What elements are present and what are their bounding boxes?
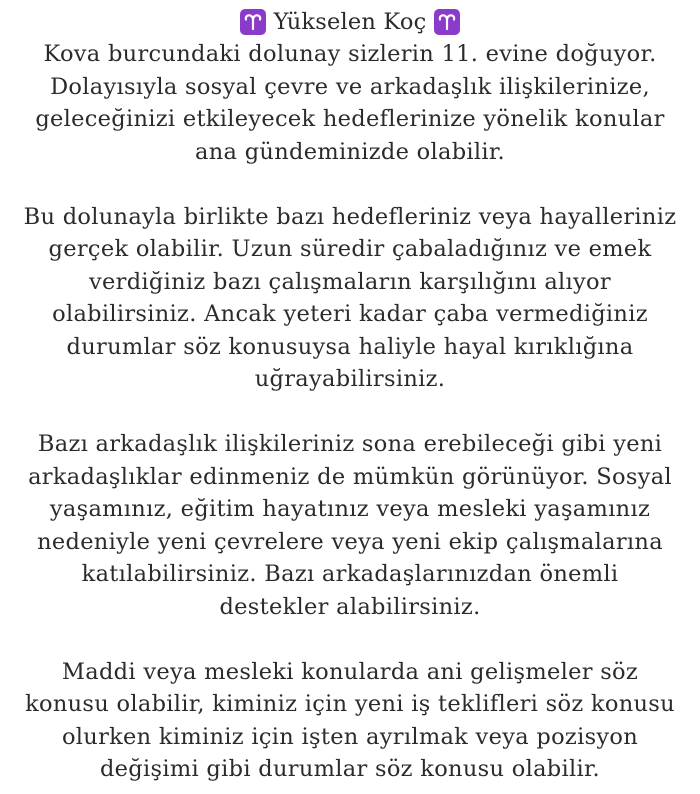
text-line: destekler alabilirsiniz.	[219, 593, 481, 620]
title-text: Yükselen Koç	[273, 9, 427, 35]
text-line: nedeniyle yeni çevrelere veya yeni ekip çalışmalarına	[37, 528, 663, 555]
text-line: değişimi gibi durumlar söz konusu olabilir.	[99, 756, 601, 782]
text-line: geleceğinizi etkileyecek hedeflerinize yönelik konular	[35, 106, 665, 132]
text-line: uğrayabilirsiniz.	[254, 366, 446, 392]
text-line: Dolayısıyla sosyal çevre ve arkadaşlık ilişkilerinize,	[50, 73, 650, 100]
text-line: konusu olabilir, kiminiz için yeni iş teklifleri söz konusu	[25, 691, 675, 717]
text-line: olabilirsiniz. Ancak yeteri kadar çaba vermediğiniz	[52, 301, 648, 327]
paragraph-4	[8, 656, 692, 786]
text-line: katılabilirsiniz. Bazı arkadaşlarınızdan önemli	[81, 561, 619, 587]
text-line: verdiğiniz bazı çalışmaların karşılığını alıyor	[89, 268, 611, 295]
text-line: yaşamınız, eğitim hayatınız veya mesleki yaşamınız	[49, 496, 651, 522]
paragraph-2	[8, 201, 692, 396]
text-line: durumlar söz konusuysa haliyle hayal kırıklığına	[66, 333, 634, 360]
aries-zodiac-icon	[240, 9, 266, 35]
paragraph-1	[8, 38, 692, 168]
text-line: gerçek olabilir. Uzun süredir çabaladığınız ve emek	[48, 236, 652, 262]
text-line: Kova burcundaki dolunay sizlerin 11. evine doğuyor.	[43, 41, 657, 67]
text-line: arkadaşlıklar edinmeniz de mümkün görünüyor. Sosyal	[28, 463, 672, 490]
text-line: Bazı arkadaşlık ilişkileriniz sona erebileceği gibi yeni	[37, 431, 663, 457]
paragraph-3	[8, 428, 692, 623]
aries-zodiac-icon	[434, 9, 460, 35]
text-line: Bu dolunayla birlikte bazı hedefleriniz veya hayalleriniz	[23, 203, 677, 230]
text-line: olurken kiminiz için işten ayrılmak veya pozisyon	[61, 723, 639, 750]
page-title	[8, 6, 692, 38]
text-line: Maddi veya mesleki konularda ani gelişmeler söz	[61, 658, 639, 685]
text-line: ana gündeminizde olabilir.	[195, 138, 505, 165]
